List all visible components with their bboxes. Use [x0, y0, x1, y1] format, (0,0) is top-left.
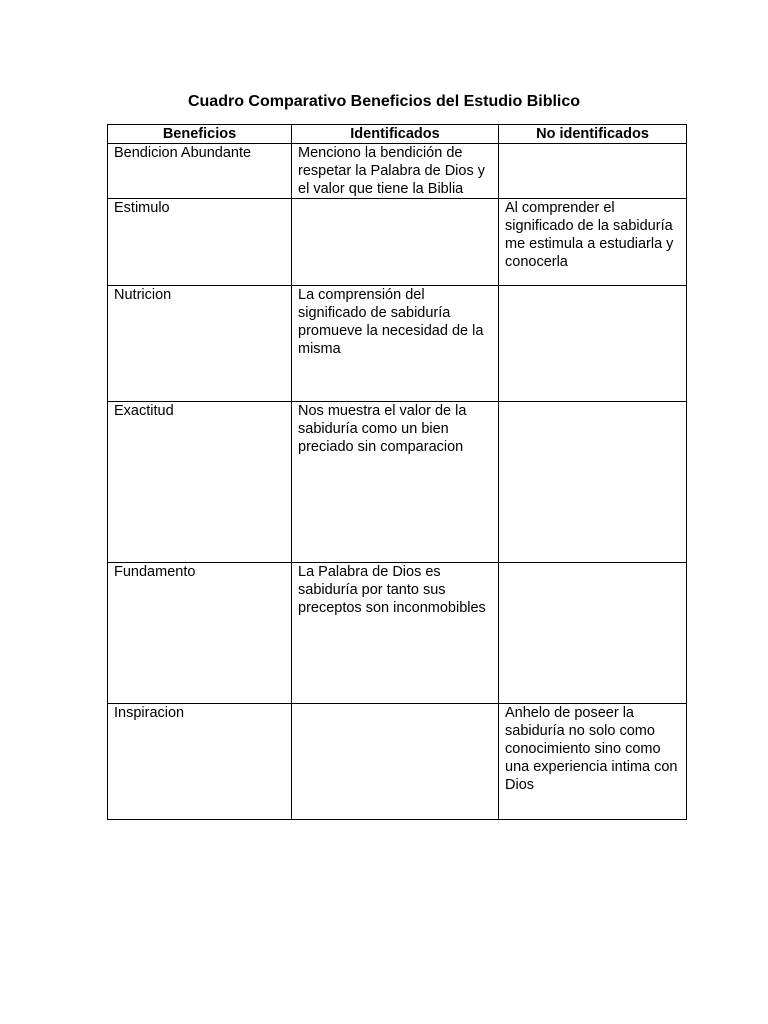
cell-no-identificado: Al comprender el significado de la sabiduría me estimula a estudiarla y conocerla	[499, 199, 687, 286]
cell-no-identificado	[499, 563, 687, 704]
cell-no-identificado	[499, 286, 687, 402]
cell-identificado	[292, 704, 499, 820]
cell-beneficio: Nutricion	[108, 286, 292, 402]
cell-beneficio: Bendicion Abundante	[108, 144, 292, 199]
cell-identificado: La Palabra de Dios es sabiduría por tanto sus preceptos son inconmobibles	[292, 563, 499, 704]
cell-beneficio: Exactitud	[108, 402, 292, 563]
table-row	[108, 144, 687, 199]
table-row	[108, 563, 687, 704]
table-row	[108, 402, 687, 563]
page-title: Cuadro Comparativo Beneficios del Estudio Biblico	[187, 93, 581, 110]
cell-identificado: Menciono la bendición de respetar la Palabra de Dios y el valor que tiene la Biblia	[292, 144, 499, 199]
cell-beneficio: Estimulo	[108, 199, 292, 286]
header-no-identificados: No identificados	[499, 125, 687, 144]
table-header-row	[108, 125, 687, 144]
cell-no-identificado	[499, 144, 687, 199]
header-identificados: Identificados	[292, 125, 499, 144]
cell-identificado: La comprensión del significado de sabiduría promueve la necesidad de la misma	[292, 286, 499, 402]
header-beneficios: Beneficios	[108, 125, 292, 144]
cell-no-identificado	[499, 402, 687, 563]
cell-no-identificado: Anhelo de poseer la sabiduría no solo como conocimiento sino como una experiencia intima con Dios	[499, 704, 687, 820]
cell-identificado	[292, 199, 499, 286]
cell-identificado: Nos muestra el valor de la sabiduría como un bien preciado sin comparacion	[292, 402, 499, 563]
cell-beneficio: Inspiracion	[108, 704, 292, 820]
table-row	[108, 704, 687, 820]
cell-beneficio: Fundamento	[108, 563, 292, 704]
table-row	[108, 199, 687, 286]
comparison-table	[107, 124, 687, 820]
table-row	[108, 286, 687, 402]
